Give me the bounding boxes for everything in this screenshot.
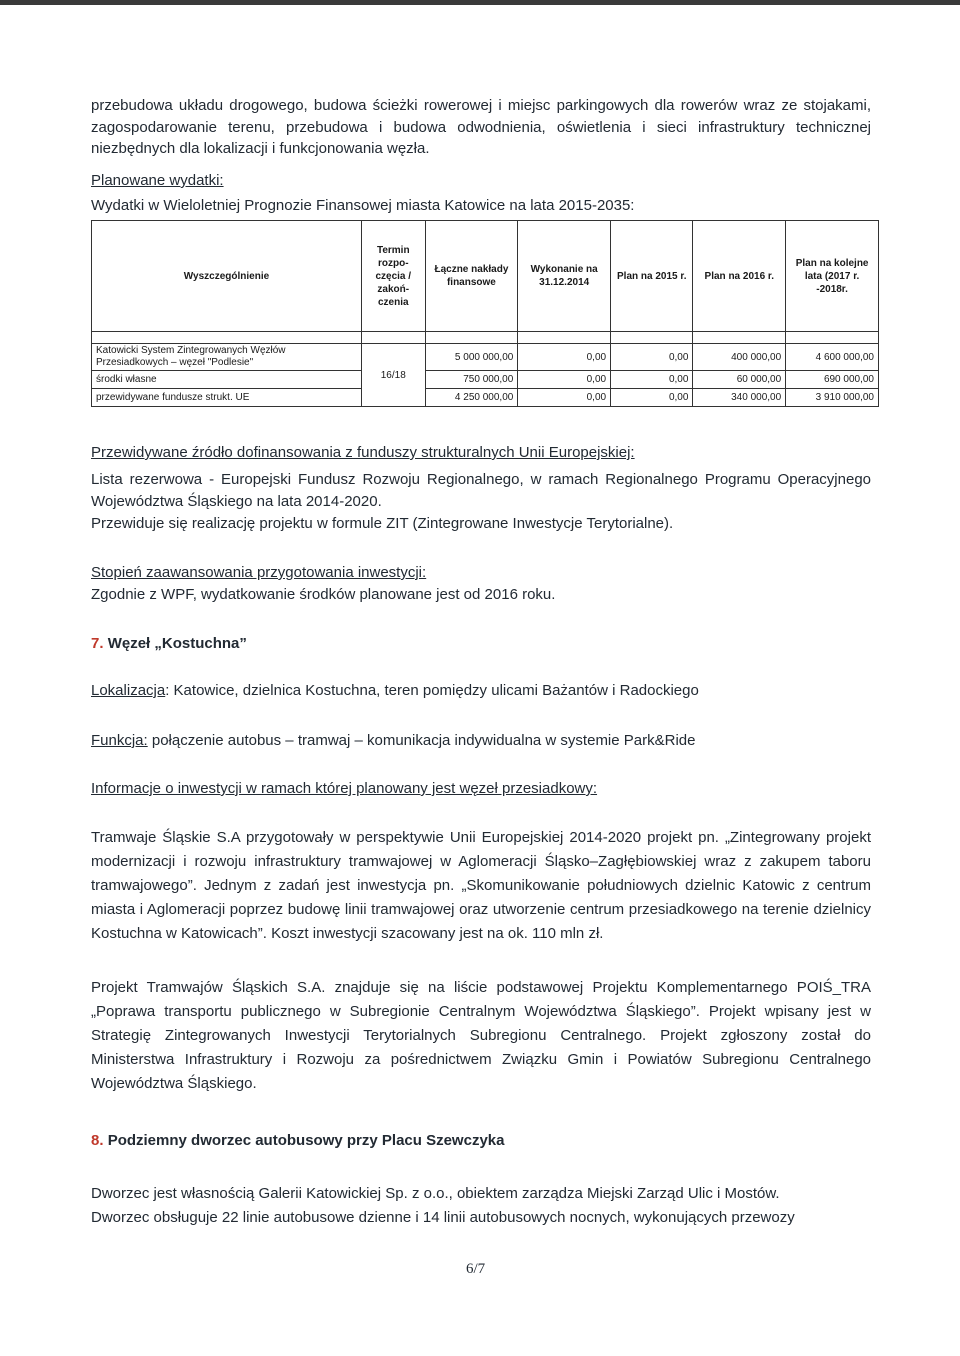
location-text: : Katowice, dzielnica Kostuchna, teren pomiędzy ulicami Bażantów i Radockiego [165, 682, 699, 699]
row-label: przewidywane fundusze strukt. UE [92, 389, 362, 407]
row-plan-later: 4 600 000,00 [786, 344, 879, 371]
planned-heading: Planowane wydatki: [91, 172, 224, 189]
section-8-heading [91, 1130, 871, 1152]
row-done: 0,00 [518, 389, 611, 407]
financial-table [91, 220, 879, 407]
section-7-number: 7. [91, 635, 104, 652]
table-row [92, 344, 879, 371]
section-7-title: Węzeł „Kostuchna” [107, 635, 247, 652]
table-row [92, 371, 879, 389]
section-7-heading [91, 633, 871, 655]
cofinancing-text: Lista rezerwowa - Europejski Fundusz Rozwoju Regionalnego, w ramach Regionalnego Programu Operacyjnego Województwa Śląskiego na lata 2014-2020. [91, 471, 871, 510]
function-label: Funkcja: [91, 732, 148, 749]
row-total: 5 000 000,00 [425, 344, 518, 371]
top-border [0, 0, 960, 5]
stage-text: Zgodnie z WPF, wydatkowanie środków planowane jest od 2016 roku. [91, 586, 556, 603]
row-total: 4 250 000,00 [425, 389, 518, 407]
table-spacer [92, 332, 879, 344]
row-plan-2015: 0,00 [611, 344, 693, 371]
table-row [92, 389, 879, 407]
intro-paragraph: przebudowa układu drogowego, budowa ścieżki rowerowej i miejsc parkingowych dla rowerów wraz ze stojakami, zagospodarowanie terenu, przebudowa i budowa odwodnienia, oświetlenia i sieci infrastruktury technicznej niezbędnych dla lokalizacji i funkcjonowania węzła. [91, 97, 871, 157]
row-term: 16/18 [361, 344, 425, 407]
location-line [91, 680, 871, 702]
row-done: 0,00 [518, 371, 611, 389]
function-text: połączenie autobus – tramwaj – komunikacja indywidualna w systemie Park&Ride [147, 732, 696, 749]
row-label: Katowicki System Zintegrowanych Węzłów Przesiadkowych – węzeł "Podlesie" [92, 344, 362, 371]
row-plan-2015: 0,00 [611, 389, 693, 407]
page-number: 6/7 [466, 1261, 486, 1277]
row-label: środki własne [92, 371, 362, 389]
header-done: Wykonanie na 31.12.2014 [518, 221, 611, 332]
section-7-paragraph-2: Projekt Tramwajów Śląskich S.A. znajduje się na liście podstawowej Projektu Komplementarnego POIŚ_TRA „Poprawa transportu publicznego w Subregionie Centralnym Województwa Śląskiego”. Projekt wpisany jest w Strategię Zintegrowanych Inwestycji Terytorialnych Subregionu Centralnego. Projekt zgłoszony został do Ministerstwa Infrastruktury i Rozwoju za pośrednictwem Związku Gmin i Powiatów Subregionu Centralnego Województwa Śląskiego. [91, 979, 871, 1092]
header-description: Wyszczególnienie [92, 221, 362, 332]
section-8-number: 8. [91, 1132, 104, 1149]
table-header-row [92, 221, 879, 332]
zit-text: Przewiduje się realizację projektu w formule ZIT (Zintegrowane Inwestycje Terytorialne). [91, 515, 674, 532]
section-8-line-1: Dworzec jest własnością Galerii Katowickiej Sp. z o.o., obiektem zarządza Miejski Zarząd Ulic i Mostów. [91, 1185, 780, 1202]
row-plan-later: 3 910 000,00 [786, 389, 879, 407]
header-plan-2015: Plan na 2015 r. [611, 221, 693, 332]
section-8-title: Podziemny dworzec autobusowy przy Placu Szewczyka [107, 1132, 505, 1149]
row-plan-later: 690 000,00 [786, 371, 879, 389]
planned-description: Wydatki w Wieloletniej Prognozie Finansowej miasta Katowice na lata 2015-2035: [91, 197, 635, 214]
row-plan-2015: 0,00 [611, 371, 693, 389]
function-line [91, 730, 871, 752]
row-plan-2016: 340 000,00 [693, 389, 786, 407]
location-label: Lokalizacja [91, 682, 166, 699]
header-plan-later: Plan na kolejne lata (2017 r. -2018r. [786, 221, 879, 332]
row-total: 750 000,00 [425, 371, 518, 389]
row-plan-2016: 60 000,00 [693, 371, 786, 389]
section-8-line-2: Dworzec obsługuje 22 linie autobusowe dzienne i 14 linii autobusowych nocnych, wykonujących przewozy [91, 1209, 795, 1226]
stage-heading: Stopień zaawansowania przygotowania inwestycji: [91, 564, 427, 581]
row-plan-2016: 400 000,00 [693, 344, 786, 371]
header-plan-2016: Plan na 2016 r. [693, 221, 786, 332]
row-done: 0,00 [518, 344, 611, 371]
info-heading: Informacje o inwestycji w ramach której planowany jest węzeł przesiadkowy: [91, 780, 598, 797]
section-7-paragraph-1: Tramwaje Śląskie S.A przygotowały w perspektywie Unii Europejskiej 2014-2020 projekt pn. „Zintegrowany projekt modernizacji i rozwoju infrastruktury tramwajowej w Aglomeracji Śląsko–Zagłębiowskiej wraz z zakupem taboru tramwajowego”. Jednym z zadań jest inwestycja pn. „Skomunikowanie południowych dzielnic Katowic z centrum miasta i Aglomeracji poprzez budowę linii tramwajowej oraz utworzenie centrum przesiadkowego na terenie dzielnicy Kostuchna w Katowicach”. Koszt inwestycji szacowany jest na ok. 110 mln zł. [91, 829, 871, 942]
header-total: Łączne nakłady finansowe [425, 221, 518, 332]
cofinancing-heading: Przewidywane źródło dofinansowania z funduszy strukturalnych Unii Europejskiej: [91, 444, 635, 461]
header-term: Termin rozpo-częcia / zakoń-czenia [361, 221, 425, 332]
